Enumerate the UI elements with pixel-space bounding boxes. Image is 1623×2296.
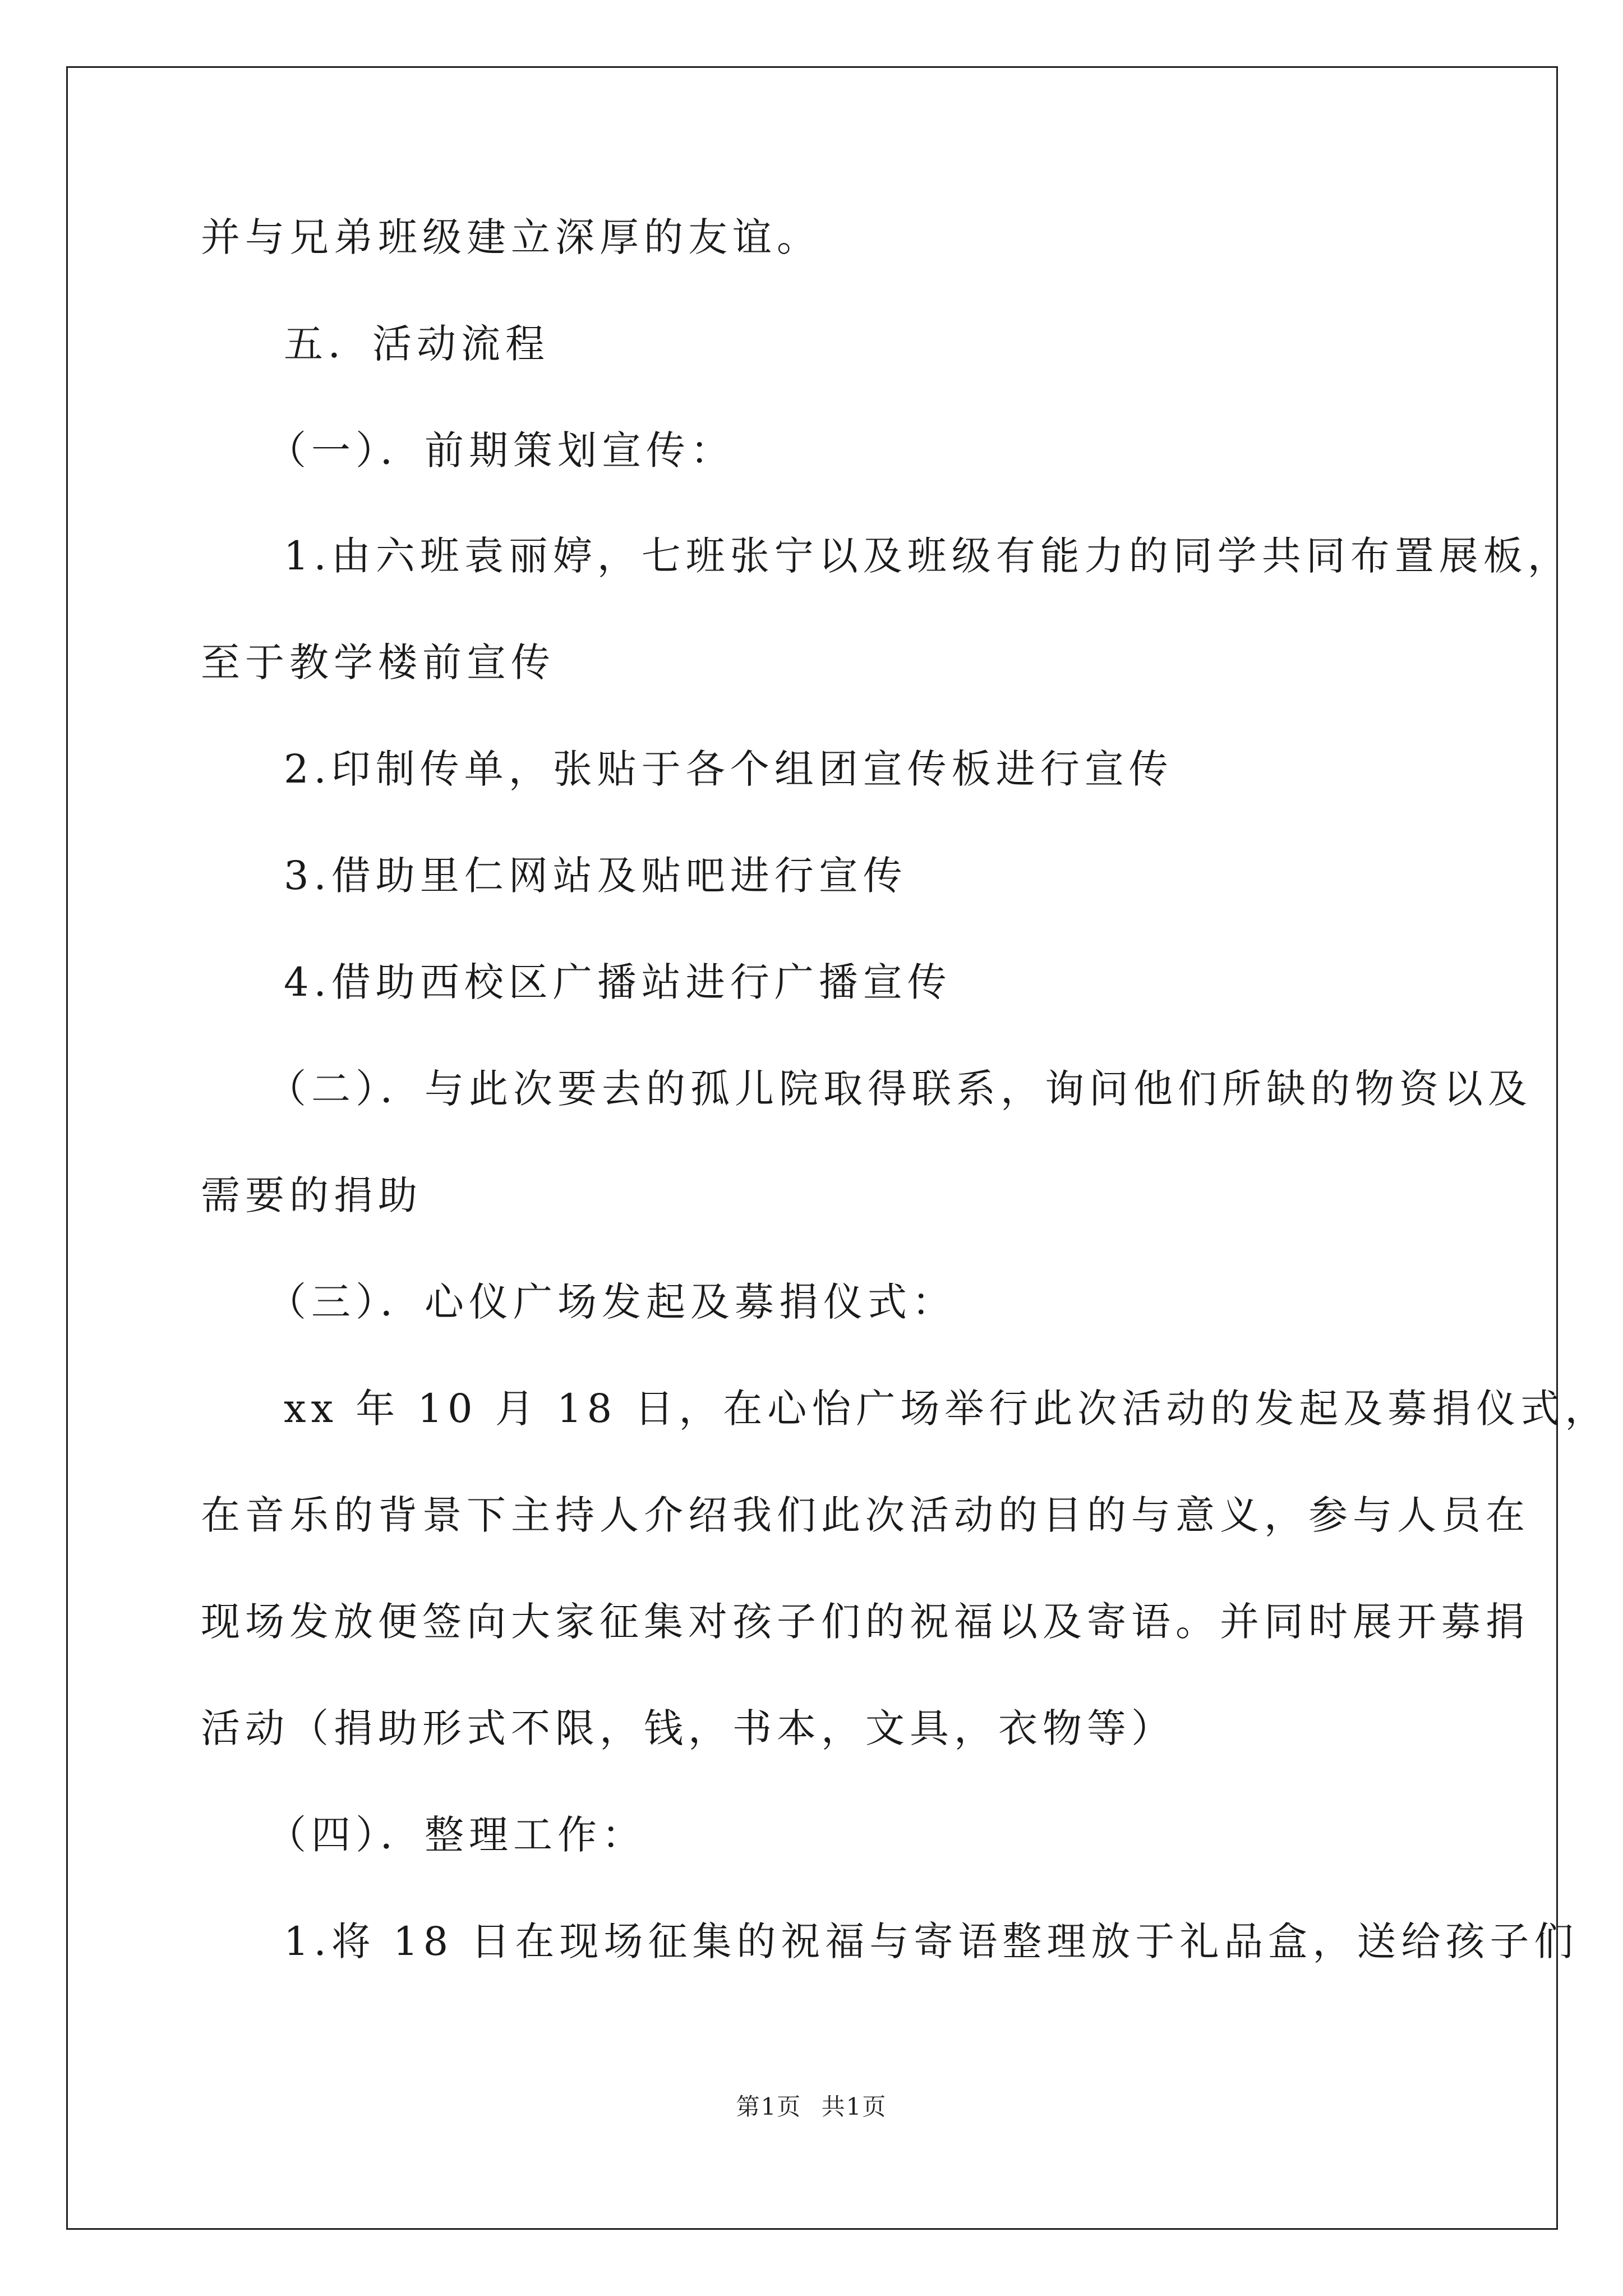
paragraph-line: 在音乐的背景下主持人介绍我们此次活动的目的与意义，参与人员在 — [201, 1492, 1530, 1538]
list-item: 1.由六班袁丽婷，七班张宁以及班级有能力的同学共同布置展板， — [284, 533, 1572, 579]
paragraph-line: 并与兄弟班级建立深厚的友谊。 — [201, 214, 821, 260]
subsection-heading: （一）．前期策划宣传： — [267, 427, 735, 473]
subsection-heading: （三）．心仪广场发起及募捐仪式： — [267, 1279, 956, 1325]
page-number: 第1页 — [736, 2093, 802, 2120]
list-item: 3.借助里仁网站及贴吧进行宣传 — [284, 853, 907, 899]
list-item: 4.借助西校区广播站进行广播宣传 — [284, 959, 952, 1005]
paragraph-line: 活动（捐助形式不限，钱，书本，文具，衣物等） — [201, 1705, 1175, 1751]
page-footer — [0, 2091, 1623, 2123]
subsection-heading: （四）．整理工作： — [267, 1812, 646, 1858]
paragraph-line: 现场发放便签向大家征集对孩子们的祝福以及寄语。并同时展开募捐 — [201, 1599, 1530, 1645]
page-total: 共1页 — [821, 2093, 887, 2120]
section-heading: 五．活动流程 — [284, 321, 550, 367]
subsection-heading: （二）．与此次要去的孤儿院取得联系，询问他们所缺的物资以及 — [267, 1066, 1532, 1112]
page-border — [66, 66, 1558, 2230]
paragraph-line: xx 年 10 月 18 日，在心怡广场举行此次活动的发起及募捐仪式， — [284, 1386, 1610, 1432]
paragraph-line: 需要的捐助 — [201, 1172, 422, 1218]
list-item: 1.将 18 日在现场征集的祝福与寄语整理放于礼品盒，送给孩子们 — [284, 1918, 1579, 1964]
paragraph-line: 至于教学楼前宣传 — [201, 639, 555, 685]
list-item: 2.印制传单，张贴于各个组团宣传板进行宣传 — [284, 746, 1173, 792]
